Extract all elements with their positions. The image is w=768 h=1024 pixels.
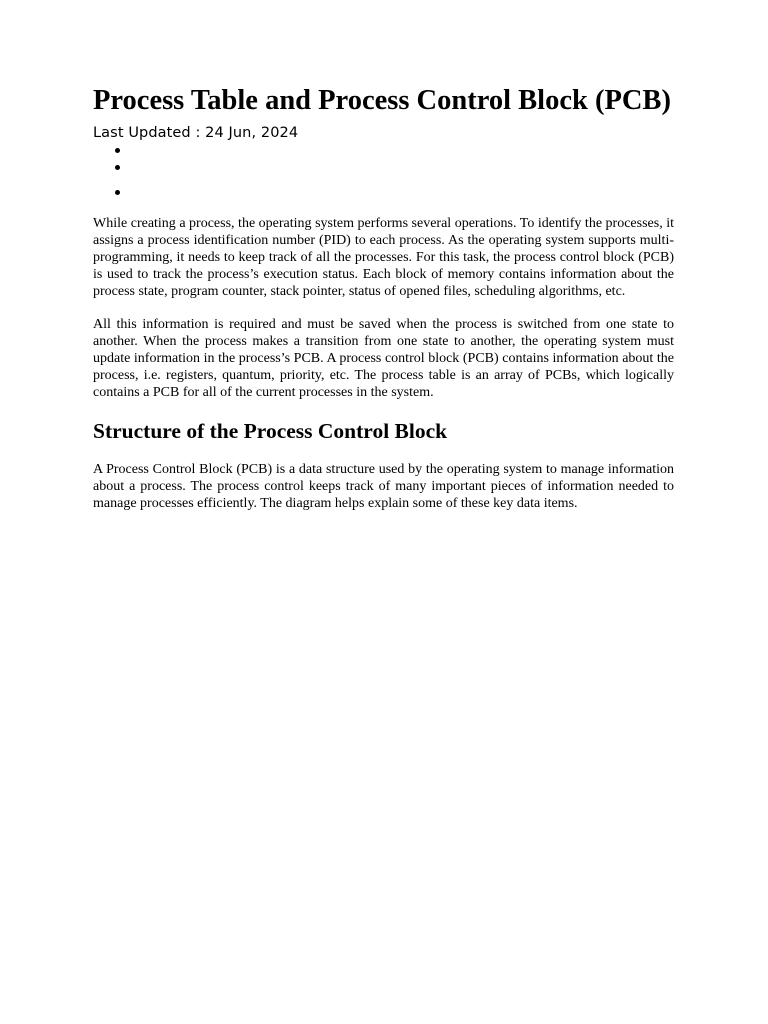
section-heading: Structure of the Process Control Block xyxy=(93,419,448,443)
list-item xyxy=(115,165,121,171)
list-item xyxy=(115,148,121,154)
intro-paragraph: While creating a process, the operating system performs several operations. To identify the processes, it assigns a process identification number (PID) to each process. As the operating system supports multi-programming, it needs to keep track of all the processes. For this task, the process control block (PCB) is used to track the process’s execution status. Each block of memory contains information about the process state, program counter, stack pointer, status of opened files, scheduling algorithms, etc. xyxy=(93,216,674,299)
section-paragraph: A Process Control Block (PCB) is a data structure used by the operating system to manage information about a process. The process control keeps track of many important pieces of information needed to manage processes efficiently. The diagram helps explain some of these key data items. xyxy=(93,462,674,511)
list-item xyxy=(115,190,121,196)
bullet-icon xyxy=(115,148,120,153)
pcb-info-paragraph: All this information is required and must be saved when the process is switched from one state to another. When the process makes a transition from one state to another, the operating system must update information in the process’s PCB. A process control block (PCB) contains information about the process, i.e. registers, quantum, priority, etc. The process table is an array of PCBs, which logically contains a PCB for all of the current processes in the system. xyxy=(93,317,674,400)
page-title: Process Table and Process Control Block (PCB) xyxy=(93,85,671,116)
last-updated-text: Last Updated : 24 Jun, 2024 xyxy=(93,125,299,141)
article xyxy=(93,84,674,512)
bullet-icon xyxy=(115,190,120,195)
bullet-icon xyxy=(115,165,120,170)
empty-bullet-list xyxy=(93,142,674,210)
